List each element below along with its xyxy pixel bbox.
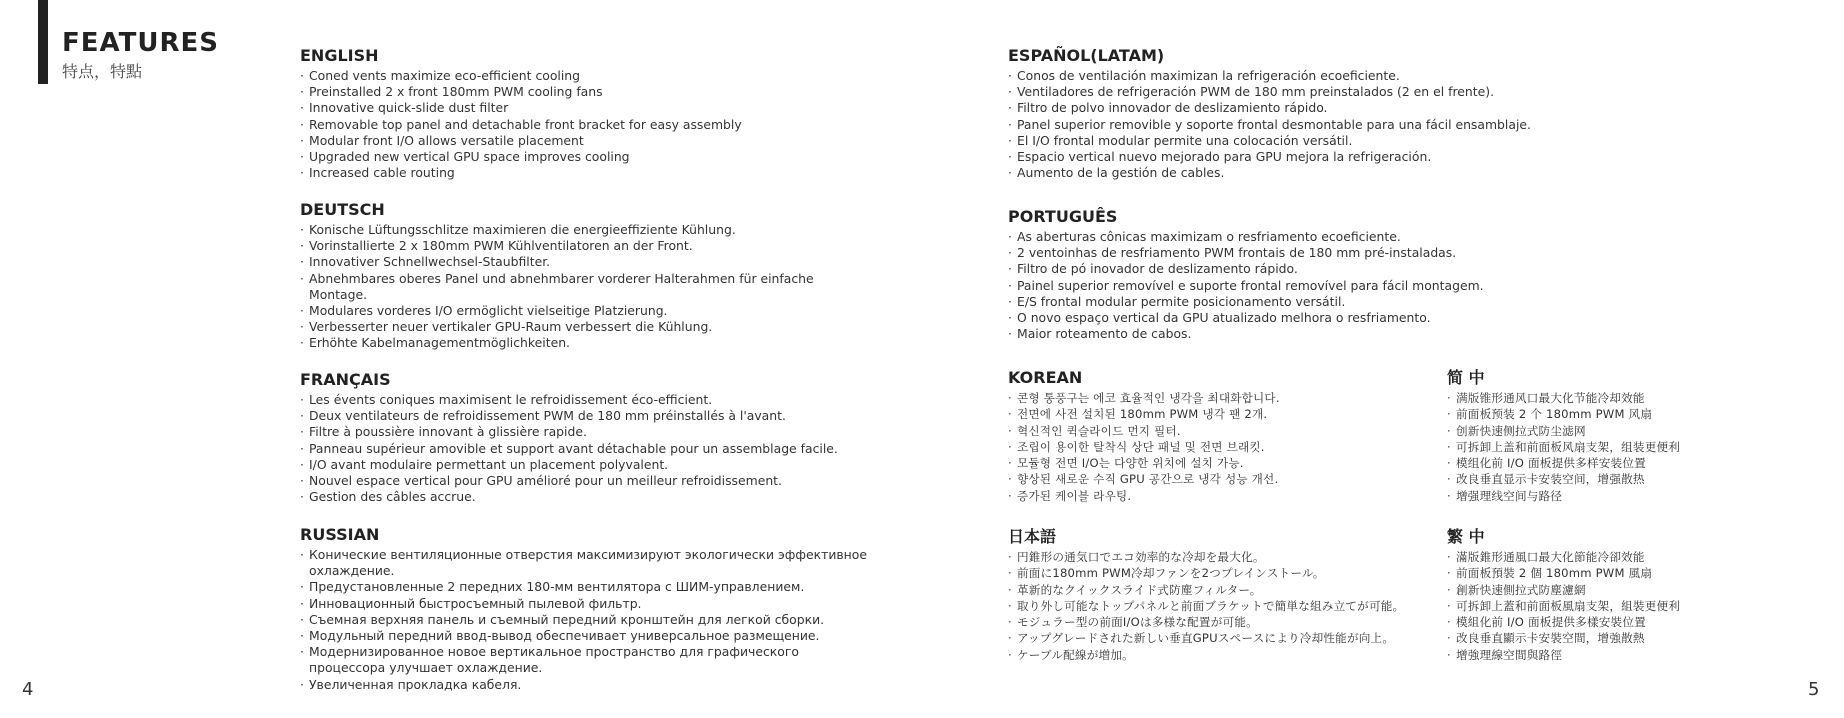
list-item: · Nouvel espace vertical pour GPU amélioré pour un meilleur refroidissement.	[300, 473, 838, 489]
feature-list	[1447, 390, 1680, 504]
list-item: · ケーブル配線が増加。	[1008, 647, 1404, 663]
feature-list	[1008, 68, 1531, 181]
section-heading: KOREAN	[1008, 368, 1083, 387]
list-item: · Maior roteamento de cabos.	[1008, 326, 1484, 342]
section-heading: DEUTSCH	[300, 200, 385, 219]
list-item: · アップグレードされた新しい垂直GPUスペースにより冷却性能が向上。	[1008, 630, 1404, 646]
list-item: · Increased cable routing	[300, 165, 742, 181]
section-portugues	[1008, 207, 1484, 342]
section-heading: 简 中	[1447, 368, 1485, 387]
list-item: · I/O avant modulaire permettant un placement polyvalent.	[300, 457, 838, 473]
list-item: · Gestion des câbles accrue.	[300, 489, 838, 505]
section-heading: ESPAÑOL(LATAM)	[1008, 46, 1165, 65]
list-item: · 增强理线空间与路径	[1447, 488, 1680, 504]
list-item: · Съемная верхняя панель и съемный передний кронштейн для легкой сборки.	[300, 612, 875, 628]
section-heading: RUSSIAN	[300, 525, 380, 544]
section-korean	[1008, 368, 1280, 504]
list-item: · Preinstalled 2 x front 180mm PWM cooling fans	[300, 84, 742, 100]
list-item: · 取り外し可能なトップパネルと前面ブラケットで簡単な組み立てが可能。	[1008, 598, 1404, 614]
page-subtitle: 特点，特點	[62, 62, 143, 81]
page-title: FEATURES	[62, 28, 219, 58]
list-item: · 前面板預裝 2 個 180mm PWM 風扇	[1447, 565, 1680, 581]
list-item: · Removable top panel and detachable front bracket for easy assembly	[300, 117, 742, 133]
page-number-left: 4	[22, 679, 34, 700]
list-item: · 모듈형 전면 I/O는 다양한 위치에 설치 가능.	[1008, 455, 1280, 471]
list-item: · 满版锥形通风口最大化节能冷却效能	[1447, 390, 1680, 406]
list-item: · 創新快速側拉式防塵濾網	[1447, 582, 1680, 598]
title-accent-bar	[38, 0, 48, 84]
list-item: · El I/O frontal modular permite una colocación versátil.	[1008, 133, 1531, 149]
section-deutsch	[300, 200, 820, 352]
list-item: · 혁신적인 퀵슬라이드 먼지 필터.	[1008, 423, 1280, 439]
list-item: · Aumento de la gestión de cables.	[1008, 165, 1531, 181]
list-item: · Modulares vorderes I/O ermöglicht vielseitige Platzierung.	[300, 303, 820, 319]
list-item: · Panel superior removible y soporte frontal desmontable para una fácil ensamblaje.	[1008, 117, 1531, 133]
list-item: · Erhöhte Kabelmanagementmöglichkeiten.	[300, 335, 820, 351]
section-espanol	[1008, 46, 1531, 181]
section-francais	[300, 370, 838, 505]
list-item: · Verbesserter neuer vertikaler GPU-Raum verbessert die Kühlung.	[300, 319, 820, 335]
list-item: · Coned vents maximize eco-efficient cooling	[300, 68, 742, 84]
list-item: · As aberturas cônicas maximizam o resfriamento ecoeficiente.	[1008, 229, 1484, 245]
list-item: · 革新的なクイックスライド式防塵フィルター。	[1008, 582, 1404, 598]
list-item: · Ventiladores de refrigeración PWM de 180 mm preinstalados (2 en el frente).	[1008, 84, 1531, 100]
list-item: · 模组化前 I/O 面板提供多样安装位置	[1447, 455, 1680, 471]
list-item: · 円錐形の通気口でエコ効率的な冷却を最大化。	[1008, 549, 1404, 565]
feature-list	[300, 547, 875, 693]
list-item: · Filtro de polvo innovador de deslizamiento rápido.	[1008, 100, 1531, 116]
feature-list	[1008, 390, 1280, 504]
section-heading: PORTUGUÊS	[1008, 207, 1118, 226]
section-russian	[300, 525, 875, 693]
list-item: · Filtro de pó inovador de deslizamento rápido.	[1008, 261, 1484, 277]
list-item: · 可拆卸上蓋和前面板風扇支架，組裝更便利	[1447, 598, 1680, 614]
list-item: · Модернизированное новое вертикальное пространство для графического процессора улучшает охлаждение.	[300, 644, 875, 676]
list-item: · 滿版錐形通風口最大化節能冷卻效能	[1447, 549, 1680, 565]
list-item: · Espacio vertical nuevo mejorado para GPU mejora la refrigeración.	[1008, 149, 1531, 165]
section-english	[300, 46, 742, 181]
list-item: · 콘형 통풍구는 에코 효율적인 냉각을 최대화합니다.	[1008, 390, 1280, 406]
list-item: · 증가된 케이블 라우팅.	[1008, 488, 1280, 504]
list-item: · Upgraded new vertical GPU space improves cooling	[300, 149, 742, 165]
section-traditional-chinese	[1447, 527, 1680, 663]
list-item: · 可拆卸上盖和前面板风扇支架，组装更便利	[1447, 439, 1680, 455]
list-item: · Vorinstallierte 2 x 180mm PWM Kühlventilatoren an der Front.	[300, 238, 820, 254]
section-heading: FRANÇAIS	[300, 370, 391, 389]
list-item: · Panneau supérieur amovible et support avant détachable pour un assemblage facile.	[300, 441, 838, 457]
list-item: · Конические вентиляционные отверстия максимизируют экологически эффективное охлаждение.	[300, 547, 875, 579]
list-item: · Innovativer Schnellwechsel-Staubfilter.	[300, 254, 820, 270]
list-item: · Filtre à poussière innovant à glissière rapide.	[300, 424, 838, 440]
list-item: · 创新快速侧拉式防尘滤网	[1447, 423, 1680, 439]
list-item: · O novo espaço vertical da GPU atualizado melhora o resfriamento.	[1008, 310, 1484, 326]
list-item: · 2 ventoinhas de resfriamento PWM frontais de 180 mm pré-instaladas.	[1008, 245, 1484, 261]
list-item: · Deux ventilateurs de refroidissement PWM de 180 mm préinstallés à l'avant.	[300, 408, 838, 424]
list-item: · Предустановленные 2 передних 180-мм вентилятора с ШИМ-управлением.	[300, 579, 875, 595]
section-heading: 日本語	[1008, 527, 1057, 546]
list-item: · Modular front I/O allows versatile placement	[300, 133, 742, 149]
list-item: · Увеличенная прокладка кабеля.	[300, 677, 875, 693]
list-item: · モジュラー型の前面I/Oは多様な配置が可能。	[1008, 614, 1404, 630]
list-item: · Innovative quick-slide dust filter	[300, 100, 742, 116]
list-item: · 模組化前 I/O 面板提供多樣安裝位置	[1447, 614, 1680, 630]
list-item: · E/S frontal modular permite posicionamento versátil.	[1008, 294, 1484, 310]
list-item: · Abnehmbares oberes Panel und abnehmbarer vorderer Halterahmen für einfache Montage.	[300, 271, 820, 303]
list-item: · 조립이 용이한 탈착식 상단 패널 및 전면 브래킷.	[1008, 439, 1280, 455]
section-heading: 繁 中	[1447, 527, 1485, 546]
section-simplified-chinese	[1447, 368, 1680, 504]
page-number-right: 5	[1808, 679, 1820, 700]
feature-list	[300, 68, 742, 181]
feature-list	[1008, 549, 1404, 663]
feature-list	[1008, 229, 1484, 342]
list-item: · Conos de ventilación maximizan la refrigeración ecoeficiente.	[1008, 68, 1531, 84]
section-heading: ENGLISH	[300, 46, 379, 65]
feature-list	[300, 222, 820, 352]
list-item: · Painel superior removível e suporte frontal removível para fácil montagem.	[1008, 278, 1484, 294]
list-item: · 前面板预装 2 个 180mm PWM 风扇	[1447, 406, 1680, 422]
list-item: · 改良垂直显示卡安装空间，增强散热	[1447, 471, 1680, 487]
list-item: · Konische Lüftungsschlitze maximieren die energieeffiziente Kühlung.	[300, 222, 820, 238]
list-item: · Модульный передний ввод-вывод обеспечивает универсальное размещение.	[300, 628, 875, 644]
list-item: · 改良垂直顯示卡安裝空間，增強散熱	[1447, 630, 1680, 646]
list-item: · 前面に180mm PWM冷却ファンを2つプレインストール。	[1008, 565, 1404, 581]
feature-list	[1447, 549, 1680, 663]
list-item: · Les évents coniques maximisent le refroidissement éco-efficient.	[300, 392, 838, 408]
list-item: · 향상된 새로운 수직 GPU 공간으로 냉각 성능 개선.	[1008, 471, 1280, 487]
list-item: · 전면에 사전 설치된 180mm PWM 냉각 팬 2개.	[1008, 406, 1280, 422]
list-item: · 增強理線空間與路徑	[1447, 647, 1680, 663]
feature-list	[300, 392, 838, 505]
section-japanese	[1008, 527, 1404, 663]
list-item: · Инновационный быстросъемный пылевой фильтр.	[300, 596, 875, 612]
